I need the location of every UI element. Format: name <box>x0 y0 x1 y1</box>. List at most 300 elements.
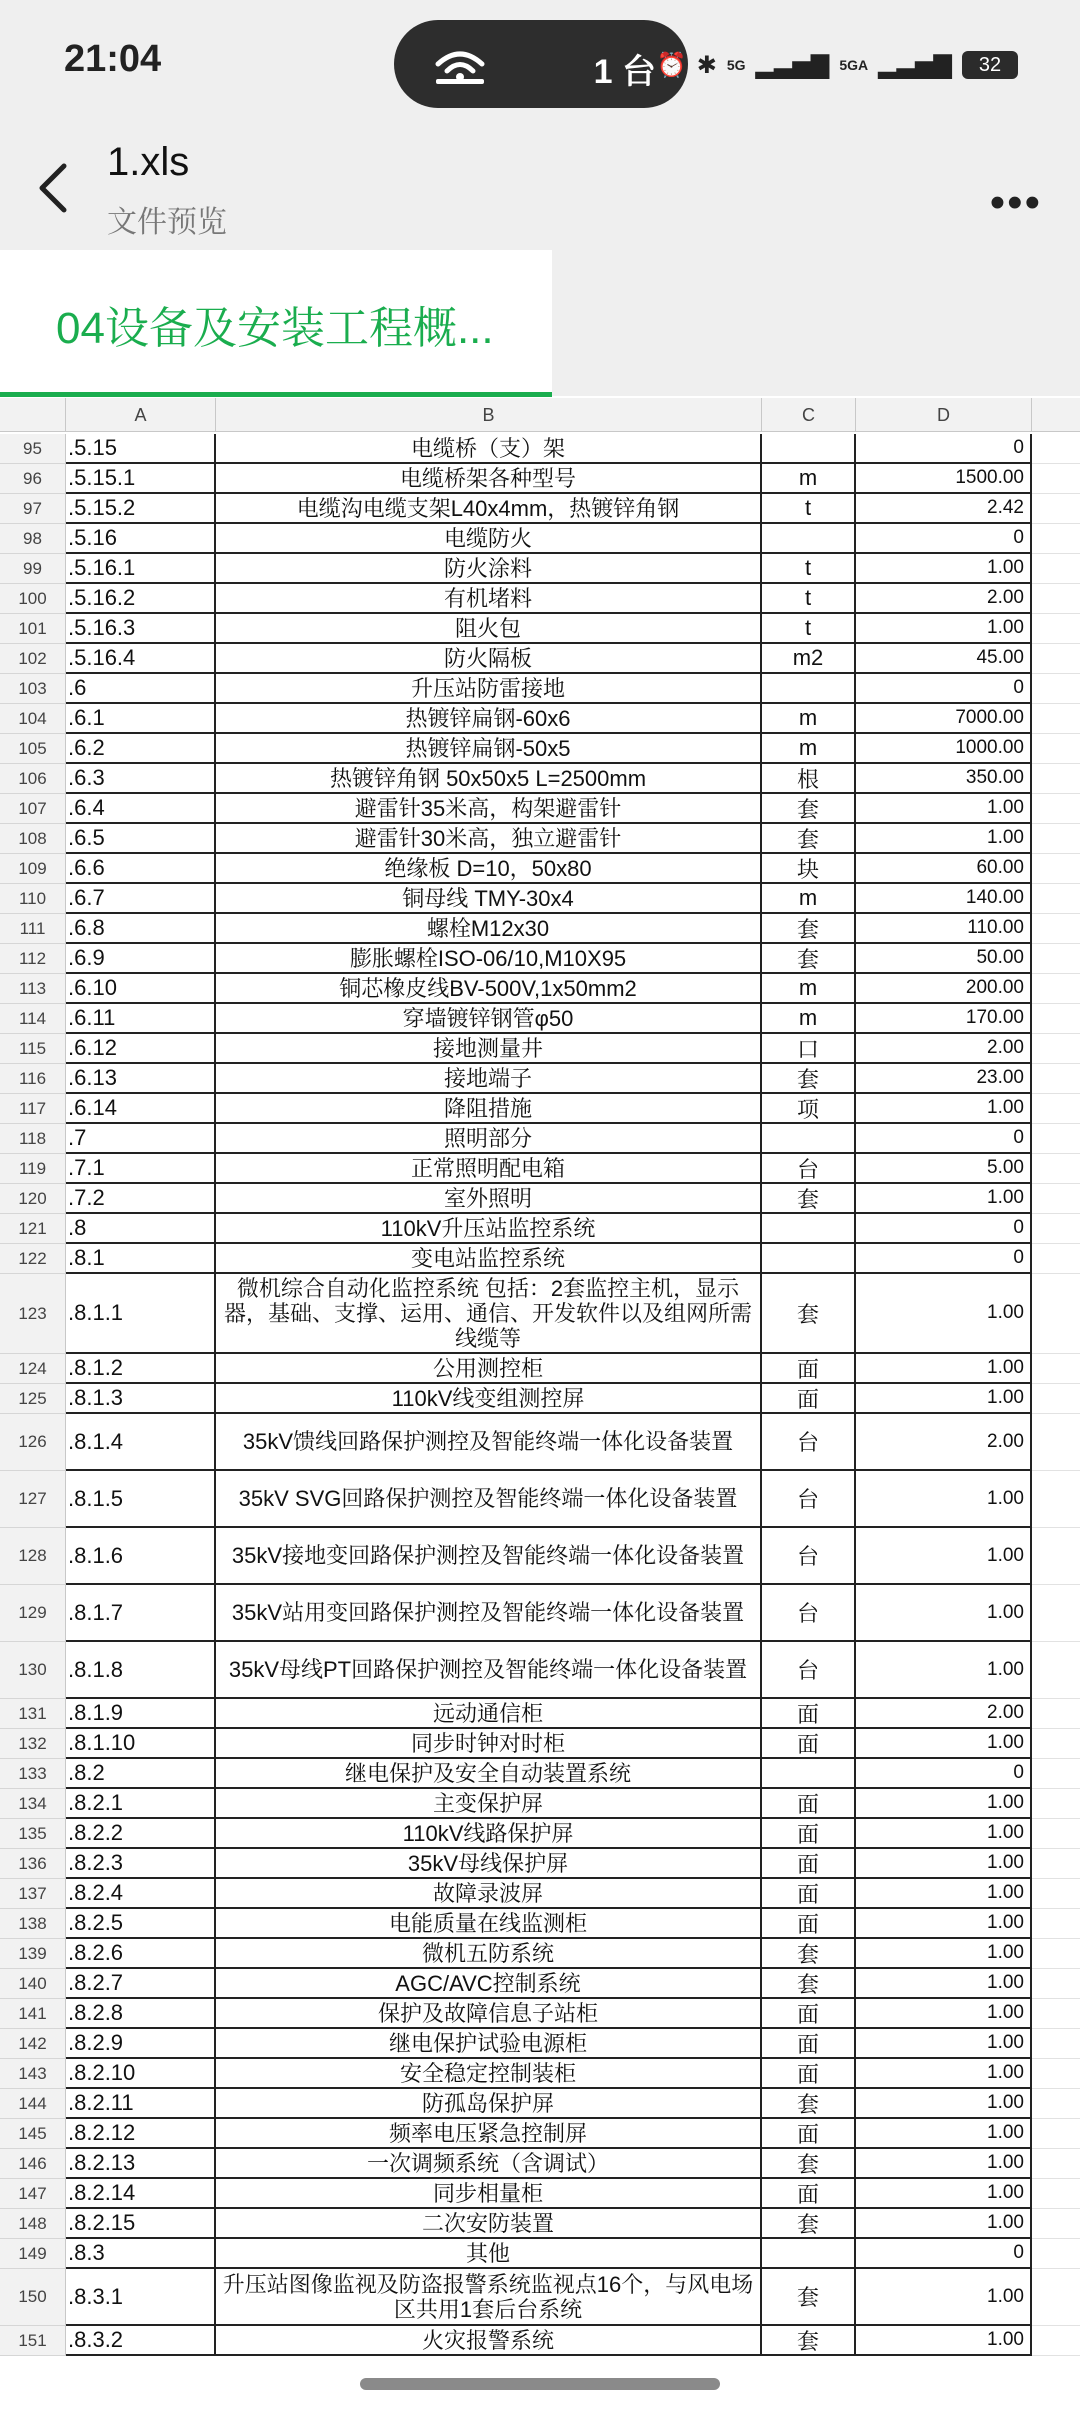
cell-code[interactable]: .8.2.11 <box>66 2089 216 2119</box>
cell-quantity[interactable]: 1.00 <box>856 2029 1032 2059</box>
cell-quantity[interactable]: 1.00 <box>856 1094 1032 1124</box>
cell-quantity[interactable]: 1.00 <box>856 1819 1032 1849</box>
cell-description[interactable]: 有机堵料 <box>216 584 762 614</box>
row-number[interactable]: 143 <box>0 2059 66 2089</box>
cell-unit[interactable]: 面 <box>762 1354 856 1384</box>
cell-quantity[interactable]: 1.00 <box>856 1939 1032 1969</box>
cell-empty[interactable] <box>1032 674 1080 704</box>
cell-empty[interactable] <box>1032 524 1080 554</box>
cell-code[interactable]: .8.2.13 <box>66 2149 216 2179</box>
row-number[interactable]: 102 <box>0 644 66 674</box>
cell-quantity[interactable]: 1.00 <box>856 1879 1032 1909</box>
cell-quantity[interactable]: 140.00 <box>856 884 1032 914</box>
cell-empty[interactable] <box>1032 554 1080 584</box>
row-number[interactable]: 146 <box>0 2149 66 2179</box>
cell-code[interactable]: .6.6 <box>66 854 216 884</box>
cell-empty[interactable] <box>1032 584 1080 614</box>
cell-empty[interactable] <box>1032 1064 1080 1094</box>
cell-description[interactable]: 继电保护及安全自动装置系统 <box>216 1759 762 1789</box>
spreadsheet-grid[interactable] <box>0 398 1080 2362</box>
column-header-b[interactable]: B <box>216 398 762 432</box>
cell-empty[interactable] <box>1032 1789 1080 1819</box>
cell-unit[interactable]: 面 <box>762 1819 856 1849</box>
cell-code[interactable]: .5.15.2 <box>66 494 216 524</box>
cell-quantity[interactable]: 1.00 <box>856 1384 1032 1414</box>
cell-description[interactable]: 继电保护试验电源柜 <box>216 2029 762 2059</box>
cell-code[interactable]: .8 <box>66 1214 216 1244</box>
row-number[interactable]: 141 <box>0 1999 66 2029</box>
cell-empty[interactable] <box>1032 1214 1080 1244</box>
row-number[interactable]: 128 <box>0 1528 66 1585</box>
cell-code[interactable]: .8.2 <box>66 1759 216 1789</box>
cell-unit[interactable]: 面 <box>762 2119 856 2149</box>
cell-code[interactable]: .8.2.6 <box>66 1939 216 1969</box>
cell-code[interactable]: .8.1.3 <box>66 1384 216 1414</box>
cell-code[interactable]: .8.1.5 <box>66 1471 216 1528</box>
cell-code[interactable]: .6.14 <box>66 1094 216 1124</box>
cell-empty[interactable] <box>1032 464 1080 494</box>
cell-empty[interactable] <box>1032 1184 1080 1214</box>
cell-empty[interactable] <box>1032 1759 1080 1789</box>
cell-quantity[interactable]: 0 <box>856 1214 1032 1244</box>
cell-description[interactable]: 防孤岛保护屏 <box>216 2089 762 2119</box>
row-number[interactable]: 110 <box>0 884 66 914</box>
cell-unit[interactable]: 台 <box>762 1528 856 1585</box>
cell-quantity[interactable]: 1.00 <box>856 824 1032 854</box>
cell-empty[interactable] <box>1032 614 1080 644</box>
cell-unit[interactable] <box>762 1244 856 1274</box>
cell-quantity[interactable]: 1.00 <box>856 1642 1032 1699</box>
cell-description[interactable]: 同步时钟对时柜 <box>216 1729 762 1759</box>
row-number[interactable]: 129 <box>0 1585 66 1642</box>
cell-description[interactable]: 35kV站用变回路保护测控及智能终端一体化设备装置 <box>216 1585 762 1642</box>
cell-empty[interactable] <box>1032 1244 1080 1274</box>
cell-description[interactable]: 室外照明 <box>216 1184 762 1214</box>
cell-description[interactable]: 二次安防装置 <box>216 2209 762 2239</box>
cell-quantity[interactable]: 1.00 <box>856 1585 1032 1642</box>
cell-description[interactable]: 主变保护屏 <box>216 1789 762 1819</box>
cell-code[interactable]: .8.1.7 <box>66 1585 216 1642</box>
cell-quantity[interactable]: 50.00 <box>856 944 1032 974</box>
cell-empty[interactable] <box>1032 1969 1080 1999</box>
cell-empty[interactable] <box>1032 434 1080 464</box>
cell-quantity[interactable]: 1.00 <box>856 2119 1032 2149</box>
cell-quantity[interactable]: 1.00 <box>856 1528 1032 1585</box>
cell-code[interactable]: .6.7 <box>66 884 216 914</box>
cell-empty[interactable] <box>1032 1819 1080 1849</box>
cell-code[interactable]: .7.2 <box>66 1184 216 1214</box>
cell-quantity[interactable]: 1.00 <box>856 2179 1032 2209</box>
cell-code[interactable]: .8.1.9 <box>66 1699 216 1729</box>
cell-empty[interactable] <box>1032 2029 1080 2059</box>
cell-quantity[interactable]: 1.00 <box>856 1471 1032 1528</box>
cell-code[interactable]: .8.1.2 <box>66 1354 216 1384</box>
cell-empty[interactable] <box>1032 2209 1080 2239</box>
cell-code[interactable]: .5.16.3 <box>66 614 216 644</box>
cell-quantity[interactable]: 1.00 <box>856 2089 1032 2119</box>
column-header-a[interactable]: A <box>66 398 216 432</box>
row-number[interactable]: 104 <box>0 704 66 734</box>
cell-code[interactable]: .8.2.3 <box>66 1849 216 1879</box>
row-number[interactable]: 107 <box>0 794 66 824</box>
cell-unit[interactable]: 项 <box>762 1094 856 1124</box>
cell-code[interactable]: .6.2 <box>66 734 216 764</box>
row-number[interactable]: 121 <box>0 1214 66 1244</box>
cell-empty[interactable] <box>1032 794 1080 824</box>
row-number[interactable]: 140 <box>0 1969 66 1999</box>
back-arrow-icon[interactable] <box>30 156 80 220</box>
cell-description[interactable]: 一次调频系统（含调试） <box>216 2149 762 2179</box>
cell-description[interactable]: 防火隔板 <box>216 644 762 674</box>
cell-description[interactable]: 热镀锌扁钢-50x5 <box>216 734 762 764</box>
cell-code[interactable]: .8.2.7 <box>66 1969 216 1999</box>
cell-description[interactable]: 正常照明配电箱 <box>216 1154 762 1184</box>
cell-quantity[interactable]: 1.00 <box>856 2209 1032 2239</box>
cell-quantity[interactable]: 60.00 <box>856 854 1032 884</box>
cell-unit[interactable]: 面 <box>762 1879 856 1909</box>
cell-description[interactable]: 电能质量在线监测柜 <box>216 1909 762 1939</box>
cell-unit[interactable]: 套 <box>762 794 856 824</box>
cell-unit[interactable] <box>762 1759 856 1789</box>
cell-description[interactable]: 110kV升压站监控系统 <box>216 1214 762 1244</box>
cell-description[interactable]: 同步相量柜 <box>216 2179 762 2209</box>
cell-description[interactable]: 接地测量井 <box>216 1034 762 1064</box>
cell-code[interactable]: .8.1.1 <box>66 1274 216 1354</box>
cell-quantity[interactable]: 1.00 <box>856 2059 1032 2089</box>
cell-unit[interactable]: 台 <box>762 1471 856 1528</box>
cell-code[interactable]: .8.1.4 <box>66 1414 216 1471</box>
cell-description[interactable]: 微机五防系统 <box>216 1939 762 1969</box>
cell-quantity[interactable]: 23.00 <box>856 1064 1032 1094</box>
cell-description[interactable]: 铜芯橡皮线BV-500V,1x50mm2 <box>216 974 762 1004</box>
cell-unit[interactable]: 套 <box>762 2149 856 2179</box>
row-number[interactable]: 138 <box>0 1909 66 1939</box>
cell-description[interactable]: 膨胀螺栓ISO-06/10,M10X95 <box>216 944 762 974</box>
cell-code[interactable]: .8.2.5 <box>66 1909 216 1939</box>
cell-empty[interactable] <box>1032 1879 1080 1909</box>
cell-unit[interactable]: 套 <box>762 824 856 854</box>
cell-quantity[interactable]: 7000.00 <box>856 704 1032 734</box>
row-number[interactable]: 124 <box>0 1354 66 1384</box>
row-number[interactable]: 149 <box>0 2239 66 2269</box>
row-number[interactable]: 125 <box>0 1384 66 1414</box>
cell-unit[interactable]: 面 <box>762 2179 856 2209</box>
cell-empty[interactable] <box>1032 1154 1080 1184</box>
cell-quantity[interactable]: 0 <box>856 674 1032 704</box>
cell-empty[interactable] <box>1032 2059 1080 2089</box>
cell-description[interactable]: AGC/AVC控制系统 <box>216 1969 762 1999</box>
cell-description[interactable]: 电缆桥（支）架 <box>216 434 762 464</box>
cell-unit[interactable]: 面 <box>762 1789 856 1819</box>
cell-code[interactable]: .8.2.1 <box>66 1789 216 1819</box>
cell-code[interactable]: .6.10 <box>66 974 216 1004</box>
cell-empty[interactable] <box>1032 2239 1080 2269</box>
cell-description[interactable]: 阻火包 <box>216 614 762 644</box>
row-number[interactable]: 136 <box>0 1849 66 1879</box>
cell-code[interactable]: .8.1 <box>66 1244 216 1274</box>
row-number[interactable]: 131 <box>0 1699 66 1729</box>
cell-code[interactable]: .5.16.2 <box>66 584 216 614</box>
cell-quantity[interactable]: 1.00 <box>856 794 1032 824</box>
row-number[interactable]: 139 <box>0 1939 66 1969</box>
cell-empty[interactable] <box>1032 1094 1080 1124</box>
cell-unit[interactable]: 面 <box>762 1909 856 1939</box>
cell-description[interactable]: 绝缘板 D=10，50x80 <box>216 854 762 884</box>
cell-quantity[interactable]: 170.00 <box>856 1004 1032 1034</box>
cell-empty[interactable] <box>1032 1699 1080 1729</box>
cell-unit[interactable]: m <box>762 734 856 764</box>
cell-description[interactable]: 公用测控柜 <box>216 1354 762 1384</box>
cell-unit[interactable]: 套 <box>762 1064 856 1094</box>
cell-code[interactable]: .8.2.12 <box>66 2119 216 2149</box>
row-number[interactable]: 127 <box>0 1471 66 1528</box>
cell-empty[interactable] <box>1032 704 1080 734</box>
cell-description[interactable]: 升压站防雷接地 <box>216 674 762 704</box>
cell-unit[interactable]: 台 <box>762 1154 856 1184</box>
row-number[interactable]: 116 <box>0 1064 66 1094</box>
cell-description[interactable]: 35kV接地变回路保护测控及智能终端一体化设备装置 <box>216 1528 762 1585</box>
cell-quantity[interactable]: 1.00 <box>856 614 1032 644</box>
cell-description[interactable]: 保护及故障信息子站柜 <box>216 1999 762 2029</box>
cell-quantity[interactable]: 110.00 <box>856 914 1032 944</box>
cell-code[interactable]: .7 <box>66 1124 216 1154</box>
cell-unit[interactable] <box>762 1124 856 1154</box>
cell-description[interactable]: 电缆防火 <box>216 524 762 554</box>
row-number[interactable]: 96 <box>0 464 66 494</box>
row-number[interactable]: 134 <box>0 1789 66 1819</box>
cell-unit[interactable]: t <box>762 584 856 614</box>
cell-quantity[interactable]: 2.42 <box>856 494 1032 524</box>
cell-code[interactable]: .7.1 <box>66 1154 216 1184</box>
cell-unit[interactable]: 面 <box>762 2059 856 2089</box>
row-number[interactable]: 112 <box>0 944 66 974</box>
cell-code[interactable]: .6 <box>66 674 216 704</box>
cell-code[interactable]: .8.2.2 <box>66 1819 216 1849</box>
cell-description[interactable]: 安全稳定控制装柜 <box>216 2059 762 2089</box>
cell-empty[interactable] <box>1032 2269 1080 2326</box>
cell-unit[interactable]: m <box>762 464 856 494</box>
cell-description[interactable]: 电缆沟电缆支架L40x4mm，热镀锌角钢 <box>216 494 762 524</box>
cell-empty[interactable] <box>1032 764 1080 794</box>
column-header-e[interactable] <box>1032 398 1080 432</box>
cell-description[interactable]: 穿墙镀锌钢管φ50 <box>216 1004 762 1034</box>
row-number[interactable]: 95 <box>0 434 66 464</box>
cell-code[interactable]: .8.2.8 <box>66 1999 216 2029</box>
cell-empty[interactable] <box>1032 644 1080 674</box>
cell-empty[interactable] <box>1032 1585 1080 1642</box>
cell-description[interactable]: 变电站监控系统 <box>216 1244 762 1274</box>
sheet-tab-active[interactable] <box>0 250 552 397</box>
cell-code[interactable]: .6.12 <box>66 1034 216 1064</box>
cell-quantity[interactable]: 1500.00 <box>856 464 1032 494</box>
cell-unit[interactable]: m2 <box>762 644 856 674</box>
cell-empty[interactable] <box>1032 974 1080 1004</box>
cell-description[interactable]: 35kV母线保护屏 <box>216 1849 762 1879</box>
row-number[interactable]: 151 <box>0 2326 66 2356</box>
row-number[interactable]: 98 <box>0 524 66 554</box>
cell-unit[interactable]: 口 <box>762 1034 856 1064</box>
cell-quantity[interactable]: 1.00 <box>856 554 1032 584</box>
cell-quantity[interactable]: 45.00 <box>856 644 1032 674</box>
cell-empty[interactable] <box>1032 1471 1080 1528</box>
cell-quantity[interactable]: 0 <box>856 1244 1032 1274</box>
cell-empty[interactable] <box>1032 1642 1080 1699</box>
cell-unit[interactable]: m <box>762 974 856 1004</box>
row-number[interactable]: 135 <box>0 1819 66 1849</box>
more-options-icon[interactable]: ••• <box>989 178 1042 227</box>
cell-description[interactable]: 远动通信柜 <box>216 1699 762 1729</box>
row-number[interactable]: 101 <box>0 614 66 644</box>
corner-cell[interactable] <box>0 398 66 432</box>
cell-quantity[interactable]: 0 <box>856 1759 1032 1789</box>
row-number[interactable]: 132 <box>0 1729 66 1759</box>
cell-code[interactable]: .5.16.1 <box>66 554 216 584</box>
cell-unit[interactable]: t <box>762 494 856 524</box>
cell-quantity[interactable]: 1.00 <box>856 1184 1032 1214</box>
row-number[interactable]: 103 <box>0 674 66 704</box>
cell-empty[interactable] <box>1032 1939 1080 1969</box>
cell-unit[interactable]: 套 <box>762 2326 856 2356</box>
row-number[interactable]: 133 <box>0 1759 66 1789</box>
cell-unit[interactable]: 套 <box>762 914 856 944</box>
row-number[interactable]: 120 <box>0 1184 66 1214</box>
cell-code[interactable]: .8.1.8 <box>66 1642 216 1699</box>
cell-description[interactable]: 避雷针35米高，构架避雷针 <box>216 794 762 824</box>
cell-unit[interactable]: 根 <box>762 764 856 794</box>
cell-unit[interactable]: 套 <box>762 1274 856 1354</box>
cell-description[interactable]: 微机综合自动化监控系统 包括：2套监控主机，显示器，基础、支撑、运用、通信、开发软件以及组网所需线缆等 <box>216 1274 762 1354</box>
cell-quantity[interactable]: 1.00 <box>856 1729 1032 1759</box>
row-number[interactable]: 105 <box>0 734 66 764</box>
cell-empty[interactable] <box>1032 1414 1080 1471</box>
cell-quantity[interactable]: 1.00 <box>856 1849 1032 1879</box>
row-number[interactable]: 123 <box>0 1274 66 1354</box>
cell-description[interactable]: 35kV母线PT回路保护测控及智能终端一体化设备装置 <box>216 1642 762 1699</box>
cell-code[interactable]: .6.4 <box>66 794 216 824</box>
cell-unit[interactable]: 套 <box>762 1939 856 1969</box>
cell-unit[interactable]: 套 <box>762 2089 856 2119</box>
cell-code[interactable]: .5.16 <box>66 524 216 554</box>
cell-quantity[interactable]: 1.00 <box>856 1999 1032 2029</box>
row-number[interactable]: 144 <box>0 2089 66 2119</box>
cell-empty[interactable] <box>1032 1528 1080 1585</box>
cell-quantity[interactable]: 200.00 <box>856 974 1032 1004</box>
cell-quantity[interactable]: 0 <box>856 1124 1032 1154</box>
cell-description[interactable]: 铜母线 TMY-30x4 <box>216 884 762 914</box>
cell-quantity[interactable]: 2.00 <box>856 584 1032 614</box>
cell-unit[interactable] <box>762 1214 856 1244</box>
row-number[interactable]: 113 <box>0 974 66 1004</box>
row-number[interactable]: 117 <box>0 1094 66 1124</box>
cell-code[interactable]: .8.3.1 <box>66 2269 216 2326</box>
cell-description[interactable]: 热镀锌扁钢-60x6 <box>216 704 762 734</box>
cell-code[interactable]: .8.1.10 <box>66 1729 216 1759</box>
cell-quantity[interactable]: 2.00 <box>856 1034 1032 1064</box>
cell-empty[interactable] <box>1032 824 1080 854</box>
cell-empty[interactable] <box>1032 884 1080 914</box>
cell-description[interactable]: 升压站图像监视及防盗报警系统监视点16个，与风电场区共用1套后台系统 <box>216 2269 762 2326</box>
row-number[interactable]: 137 <box>0 1879 66 1909</box>
cell-empty[interactable] <box>1032 914 1080 944</box>
cell-code[interactable]: .6.8 <box>66 914 216 944</box>
cell-code[interactable]: .5.15 <box>66 434 216 464</box>
cell-code[interactable]: .6.1 <box>66 704 216 734</box>
cell-empty[interactable] <box>1032 854 1080 884</box>
cell-code[interactable]: .6.13 <box>66 1064 216 1094</box>
cell-quantity[interactable]: 1.00 <box>856 1354 1032 1384</box>
row-number[interactable]: 106 <box>0 764 66 794</box>
cell-empty[interactable] <box>1032 2089 1080 2119</box>
cell-empty[interactable] <box>1032 1849 1080 1879</box>
cell-description[interactable]: 频率电压紧急控制屏 <box>216 2119 762 2149</box>
cell-code[interactable]: .8.2.15 <box>66 2209 216 2239</box>
cell-unit[interactable]: 面 <box>762 1699 856 1729</box>
cell-unit[interactable] <box>762 524 856 554</box>
cell-unit[interactable]: 块 <box>762 854 856 884</box>
cell-empty[interactable] <box>1032 1124 1080 1154</box>
row-number[interactable]: 100 <box>0 584 66 614</box>
row-number[interactable]: 97 <box>0 494 66 524</box>
cell-unit[interactable]: 面 <box>762 1999 856 2029</box>
cell-quantity[interactable]: 1.00 <box>856 2269 1032 2326</box>
row-number[interactable]: 126 <box>0 1414 66 1471</box>
cell-empty[interactable] <box>1032 2119 1080 2149</box>
cell-empty[interactable] <box>1032 1354 1080 1384</box>
cell-unit[interactable]: 台 <box>762 1414 856 1471</box>
cell-empty[interactable] <box>1032 734 1080 764</box>
cell-empty[interactable] <box>1032 2326 1080 2356</box>
cell-description[interactable]: 110kV线路保护屏 <box>216 1819 762 1849</box>
cell-quantity[interactable]: 0 <box>856 524 1032 554</box>
cell-code[interactable]: .8.2.14 <box>66 2179 216 2209</box>
row-number[interactable]: 111 <box>0 914 66 944</box>
cell-description[interactable]: 接地端子 <box>216 1064 762 1094</box>
cell-unit[interactable]: m <box>762 704 856 734</box>
row-number[interactable]: 118 <box>0 1124 66 1154</box>
cell-code[interactable]: .8.1.6 <box>66 1528 216 1585</box>
cell-unit[interactable]: 套 <box>762 1184 856 1214</box>
home-indicator[interactable] <box>360 2378 720 2390</box>
cell-unit[interactable]: m <box>762 884 856 914</box>
cell-unit[interactable]: 台 <box>762 1642 856 1699</box>
row-number[interactable]: 122 <box>0 1244 66 1274</box>
column-header-d[interactable]: D <box>856 398 1032 432</box>
cell-description[interactable]: 35kV SVG回路保护测控及智能终端一体化设备装置 <box>216 1471 762 1528</box>
cell-code[interactable]: .8.2.4 <box>66 1879 216 1909</box>
cell-unit[interactable]: 面 <box>762 1849 856 1879</box>
cell-quantity[interactable]: 1.00 <box>856 2149 1032 2179</box>
row-number[interactable]: 119 <box>0 1154 66 1184</box>
cell-unit[interactable]: 套 <box>762 1969 856 1999</box>
cell-empty[interactable] <box>1032 1729 1080 1759</box>
row-number[interactable]: 145 <box>0 2119 66 2149</box>
cell-quantity[interactable]: 1.00 <box>856 1969 1032 1999</box>
cell-description[interactable]: 照明部分 <box>216 1124 762 1154</box>
cell-empty[interactable] <box>1032 1384 1080 1414</box>
cell-unit[interactable]: m <box>762 1004 856 1034</box>
cell-quantity[interactable]: 1.00 <box>856 2326 1032 2356</box>
row-number[interactable]: 108 <box>0 824 66 854</box>
cell-empty[interactable] <box>1032 1274 1080 1354</box>
cell-quantity[interactable]: 1.00 <box>856 1274 1032 1354</box>
cell-quantity[interactable]: 2.00 <box>856 1414 1032 1471</box>
cell-description[interactable]: 防火涂料 <box>216 554 762 584</box>
cell-unit[interactable]: 套 <box>762 2209 856 2239</box>
cell-empty[interactable] <box>1032 1004 1080 1034</box>
cell-description[interactable]: 避雷针30米高，独立避雷针 <box>216 824 762 854</box>
device-connection-pill[interactable] <box>394 20 688 108</box>
cell-description[interactable]: 35kV馈线回路保护测控及智能终端一体化设备装置 <box>216 1414 762 1471</box>
